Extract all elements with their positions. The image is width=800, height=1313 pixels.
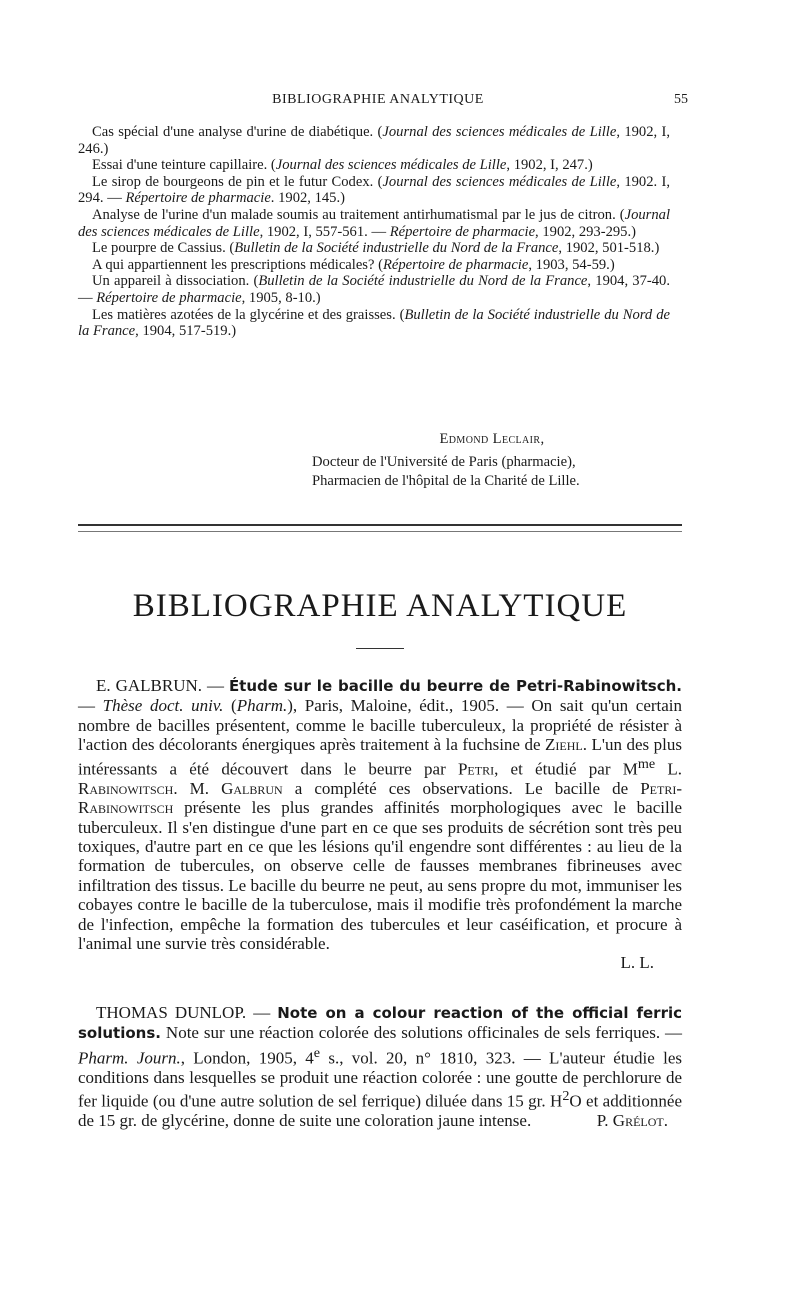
signature-title-line: Pharmacien de l'hôpital de la Charité de Lille. — [312, 473, 580, 489]
bibliography-entry: Analyse de l'urine d'un malade soumis au traitement antirhumatismal par le jus de citron. (Journal des sciences médicales de Lille, 1902, I, 557-561. — Répertoire de pharmacie, 1902, 293-295.) — [78, 206, 671, 240]
bibliography-entry: Essai d'une teinture capillaire. (Journal des sciences médicales de Lille, 1902, I, 247.) — [92, 157, 593, 174]
review-paragraph: E. GALBRUN. — Étude sur le bacille du beurre de Petri-Rabinowitsch. — Thèse doct. univ. (Pharm.), Paris, Maloine, édit., 1905. — On sait qu'un certain nombre de bacilles présentent, comme le bacille tuberculeux, la propriété de résister à l'action des décolorants énergiques après traitement à la fuchsine de Ziehl. L'un des plus intéressants a été découvert dans le beurre par Petri, et étudié par $M^{me}$ L. Rabinowitsch. M. Galbrun a complété ces observations. Le bacille de Petri-Rabinowitsch présente les plus grandes affinités morphologiques avec le bacille tuberculeux. Il s'en distingue d'une part en ce que ses produits de sécrétion sont très peu toxiques, d'autre part en ce que les lésions qu'il engendre sont différentes : au lieu de la formation de tubercules, on observe celle de fausses membranes fibrineuses avec infiltration des tissus. Le bacille du beurre ne peut, au sens propre du mot, immuniser les cobayes contre le bacille de la tuberculose, mais il modifie très profondément la marche de l'infection, empêche la formation des tubercules et leur caséification, et procure à l'animal une survie très considérable. — [78, 676, 683, 953]
author-signature — [312, 430, 672, 491]
review-author: E. GALBRUN. — [96, 676, 203, 695]
bibliography-entry: Cas spécial d'une analyse d'urine de diabétique. (Journal des sciences médicales de Lille, 1902, I, 246.) — [78, 124, 670, 157]
review-initials: L. L. — [620, 953, 654, 973]
bibliography-entry: Un appareil à dissociation. (Bulletin de la Société industrielle du Nord de la France, 1904, 37-40. — Répertoire de pharmacie, 1905, 8-10.) — [78, 273, 671, 306]
running-title: BIBLIOGRAPHIE ANALYTIQUE — [272, 92, 484, 107]
review-author: THOMAS DUNLOP. — [96, 1003, 247, 1022]
bibliography-entry: Les matières azotées de la glycérine et des graisses. (Bulletin de la Société industrielle du Nord de la France, 1904, 517-519.) — [78, 306, 670, 340]
running-head — [78, 92, 688, 112]
review-paragraph: THOMAS DUNLOP. — Note on a colour reaction of the official ferric solutions. Note sur une réaction colorée des solutions officinales de sels ferriques. — Pharm. Journ., London, 1905, 4e s., vol. 20, n° 1810, 323. — L'auteur étudie les conditions dans lesquelles se produit une réaction colorée : une goutte de perchlorure de fer liquide (ou d'une autre solution de sel ferrique) diluée dans 15 gr. $H^2O$ et additionnée de 15 gr. de glycérine, donne de suite une coloration jaune intense. P. Grélot. — [78, 1003, 682, 1131]
review-title: Note on a colour reaction of the official ferric solutions. — [78, 1004, 682, 1043]
signature-title-line: Docteur de l'Université de Paris (pharmacie), — [312, 454, 576, 470]
section-divider — [78, 524, 682, 532]
section-title: BIBLIOGRAPHIE ANALYTIQUE — [132, 588, 628, 624]
bibliography-entry: A qui appartiennent les prescriptions médicales? (Répertoire de pharmacie, 1903, 54-59.) — [92, 256, 615, 273]
bibliography-entry: Le sirop de bourgeons de pin et le futur Codex. (Journal des sciences médicales de Lille, 1902. I, 294. — Répertoire de pharmacie. 1902, 145.) — [78, 173, 670, 207]
review-title: Étude sur le bacille du beurre de Petri-Rabinowitsch. — [228, 677, 682, 695]
bibliography-entry: Le pourpre de Cassius. (Bulletin de la Société industrielle du Nord de la France, 1902, 501-518.) — [92, 240, 660, 257]
review-signature: P. Grélot. — [596, 1111, 668, 1131]
page-number: 55 — [674, 92, 688, 107]
signature-name: Edmond Leclair, — [439, 431, 545, 447]
title-underline — [356, 648, 404, 649]
review-galbrun — [78, 676, 682, 973]
review-dunlop — [78, 1003, 682, 1131]
previous-bibliography — [78, 124, 670, 340]
